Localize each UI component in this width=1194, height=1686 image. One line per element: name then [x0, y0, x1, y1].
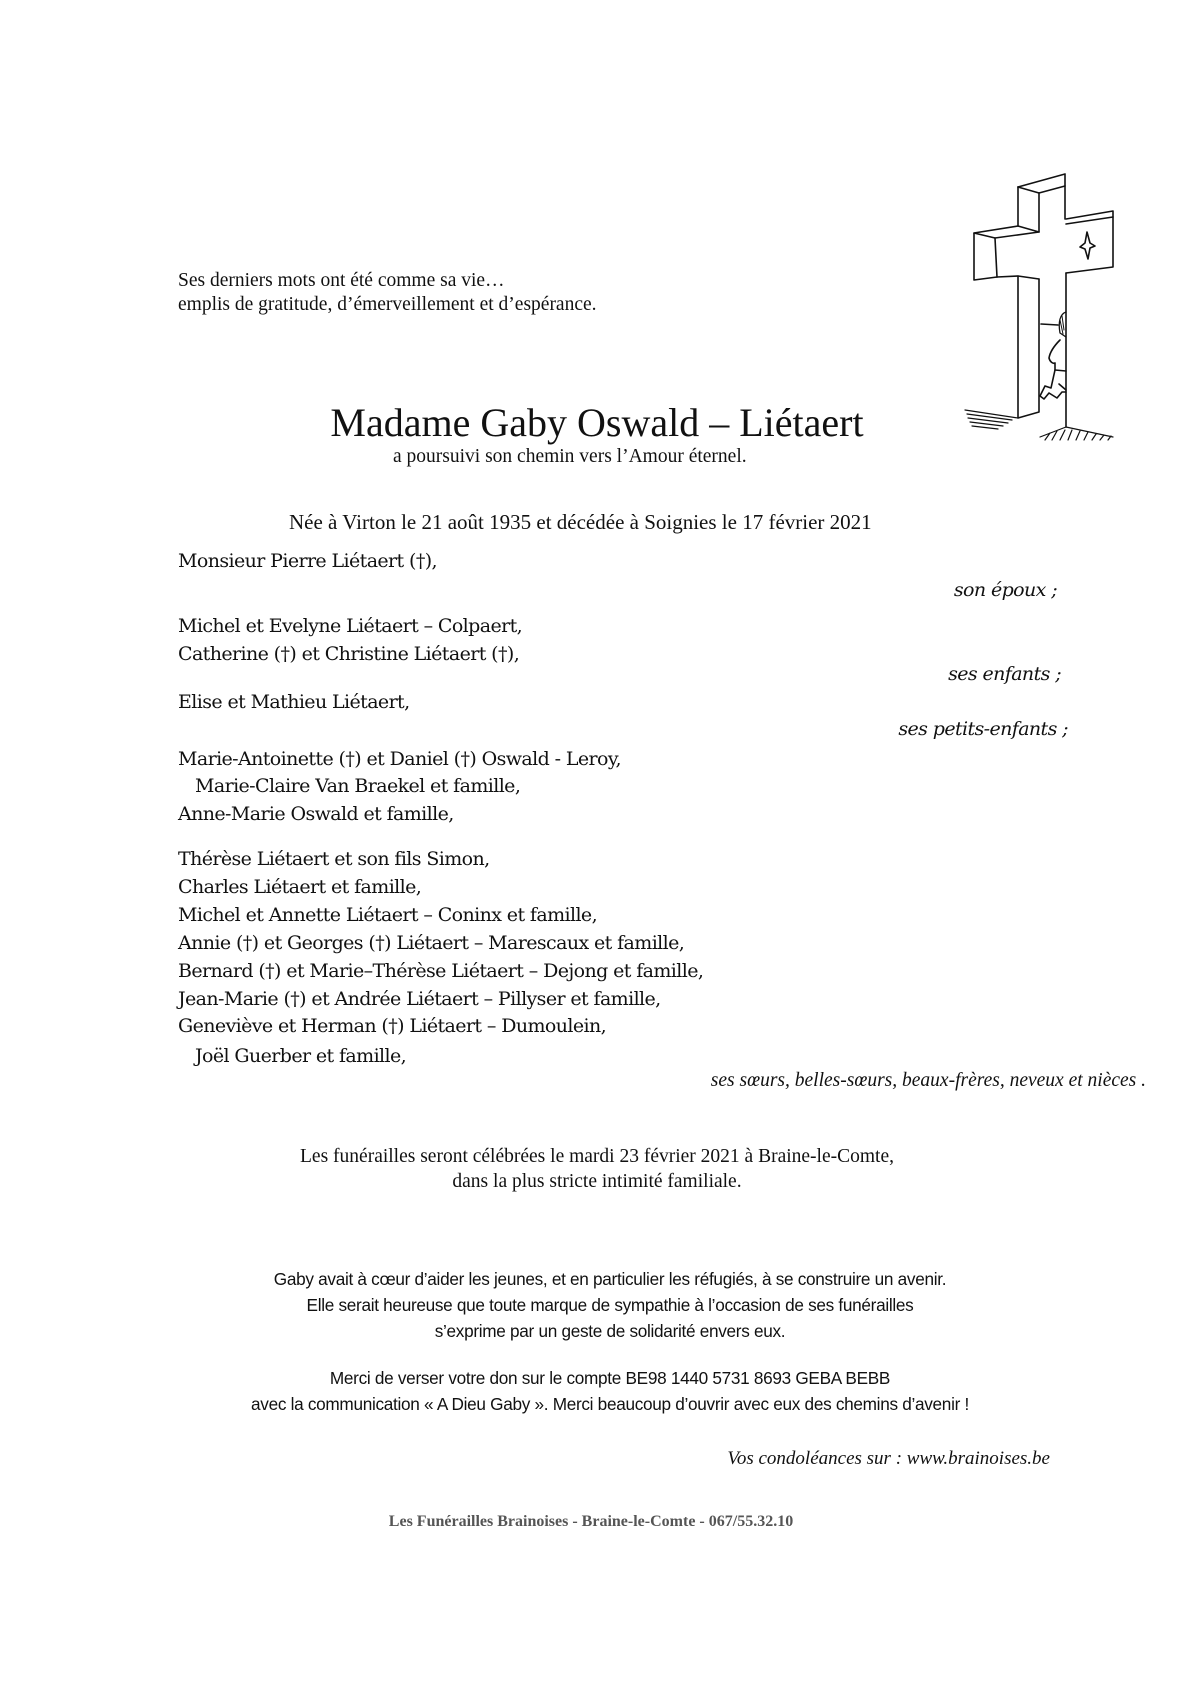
family-lietaert-member: Annie (†) et Georges (†) Liétaert – Marescaux et famille, [178, 932, 685, 954]
appeal-line-3: s’exprime par un geste de solidarité envers eux. [434, 1321, 786, 1341]
page-title: Madame Gaby Oswald – Liétaert [330, 400, 864, 445]
epigraph-line-1: Ses derniers mots ont été comme sa vie… [178, 270, 505, 291]
donation-communication: avec la communication « A Dieu Gaby ». Merci beaucoup d’ouvrir avec eux des chemins d’avenir ! [251, 1394, 969, 1414]
appeal-line-2: Elle serait heureuse que toute marque de sympathie à l’occasion de ses funérailles [306, 1295, 914, 1315]
subtitle: a poursuivi son chemin vers l’Amour éternel. [393, 446, 747, 467]
relation-spouse: son époux ; [953, 579, 1057, 601]
relation-children: ses enfants ; [948, 663, 1061, 685]
appeal-line-1: Gaby avait à cœur d’aider les jeunes, et en particulier les réfugiés, à se construire un avenir. [273, 1269, 947, 1289]
family-spouse: Monsieur Pierre Liétaert (†), [178, 550, 437, 572]
family-lietaert-member: Charles Liétaert et famille, [178, 876, 422, 898]
family-lietaert-member: Michel et Annette Liétaert – Coninx et famille, [178, 904, 598, 926]
condolences-link[interactable]: Vos condoléances sur : www.brainoises.be [727, 1448, 1050, 1469]
family-oswald-member: Marie-Claire Van Braekel et famille, [195, 775, 521, 797]
family-lietaert-member: Joël Guerber et famille, [195, 1045, 407, 1067]
family-child: Michel et Evelyne Liétaert – Colpaert, [178, 615, 523, 637]
relation-grandchildren: ses petits-enfants ; [898, 718, 1068, 740]
birth-death-dates: Née à Virton le 21 août 1935 et décédée à Soignies le 17 février 2021 [289, 510, 872, 534]
family-lietaert-member: Geneviève et Herman (†) Liétaert – Dumoulein, [178, 1015, 607, 1037]
family-oswald-member: Marie-Antoinette (†) et Daniel (†) Oswald - Leroy, [178, 748, 621, 770]
relation-siblings: ses sœurs, belles-sœurs, beaux-frères, neveux et nièces . [710, 1070, 1146, 1091]
donation-account: Merci de verser votre don sur le compte BE98 1440 5731 8693 GEBA BEBB [329, 1368, 891, 1388]
family-oswald-member: Anne-Marie Oswald et famille, [178, 803, 454, 825]
funeral-info-line-2: dans la plus stricte intimité familiale. [452, 1171, 742, 1192]
family-grandchild: Elise et Mathieu Liétaert, [178, 691, 410, 713]
funeral-info-line-1: Les funérailles seront célébrées le mardi 23 février 2021 à Braine-le-Comte, [300, 1146, 894, 1167]
funeral-home-footer: Les Funérailles Brainoises - Braine-le-Comte - 067/55.32.10 [388, 1513, 794, 1530]
family-lietaert-member: Thérèse Liétaert et son fils Simon, [178, 848, 490, 870]
epigraph-line-2: emplis de gratitude, d’émerveillement et d’espérance. [178, 294, 597, 315]
family-child: Catherine (†) et Christine Liétaert (†), [178, 643, 520, 665]
family-lietaert-member: Jean-Marie (†) et Andrée Liétaert – Pillyser et famille, [178, 988, 661, 1010]
family-lietaert-member: Bernard (†) et Marie–Thérèse Liétaert – Dejong et famille, [178, 960, 704, 982]
